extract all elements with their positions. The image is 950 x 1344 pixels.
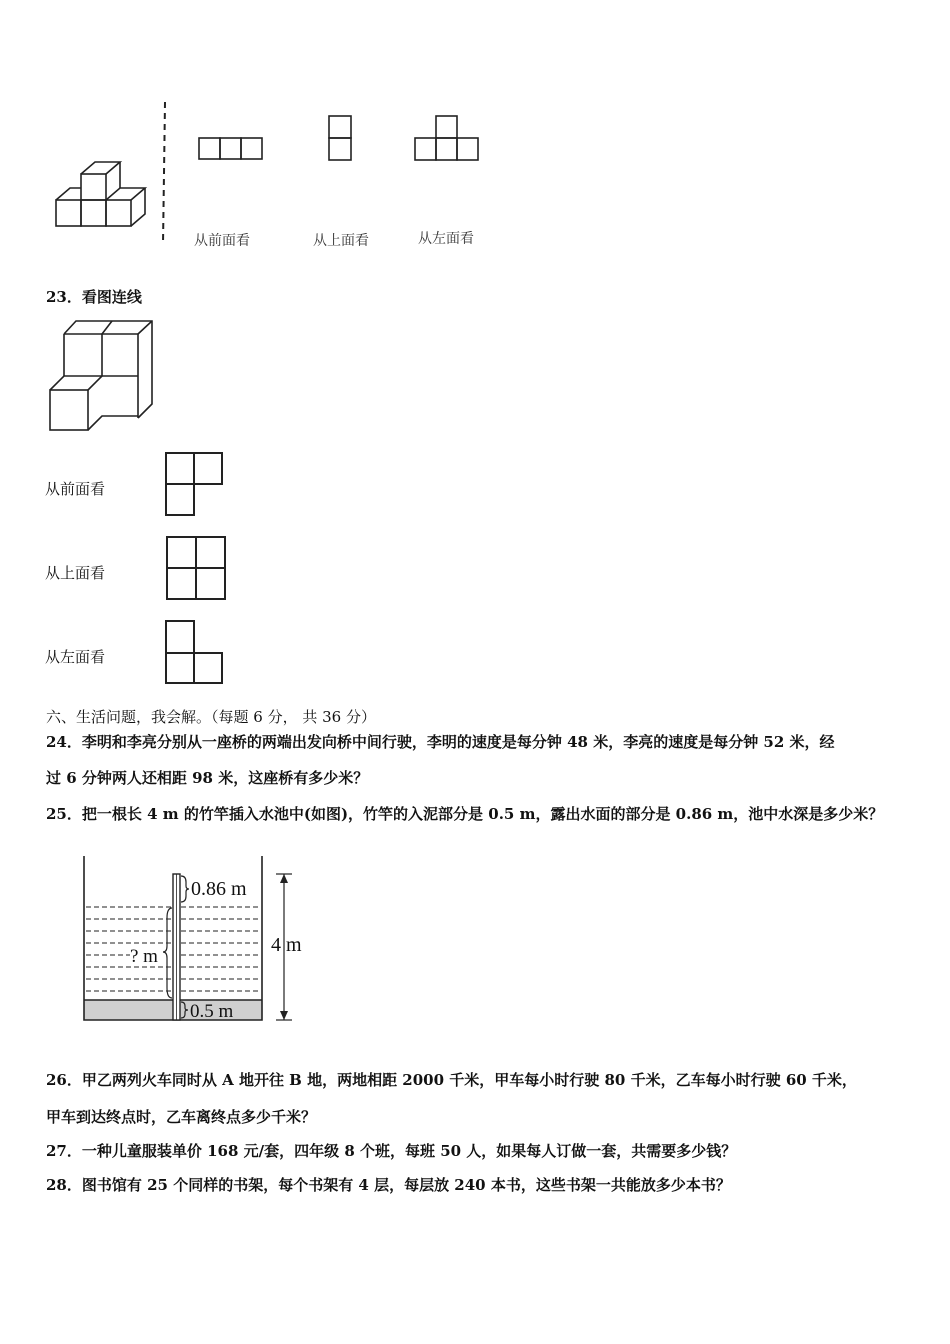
q23-solid-figure xyxy=(46,318,158,436)
q25-pool-figure xyxy=(80,850,320,1028)
q26-line2: 甲车到达终点时，乙车离终点多少千米？ xyxy=(46,1108,317,1126)
front-view-grid xyxy=(197,136,267,162)
label-top: 0.86 m xyxy=(191,878,247,900)
q23-view-left[interactable] xyxy=(164,618,226,686)
q24-line2: 过 6 分钟两人还相距 98 米，这座桥有多少米？ xyxy=(46,769,369,787)
dashed-divider xyxy=(160,100,170,246)
caption-left: 从左面看 xyxy=(418,231,474,247)
q23-view-front[interactable] xyxy=(164,450,226,518)
label-water: ? m xyxy=(130,946,158,967)
caption-front: 从前面看 xyxy=(194,233,250,249)
section6-heading: 六、生活问题，我会解。（每题 6 分， 共 36 分） xyxy=(46,708,376,726)
q24-line1: 24．李明和李亮分别从一座桥的两端出发向桥中间行驶，李明的速度是每分钟 48 米，李亮的速度是每分钟 52 米，经 xyxy=(46,733,835,751)
q23-label-top: 从上面看 xyxy=(45,564,106,582)
q23-label-front: 从前面看 xyxy=(45,480,106,498)
q28-text: 28．图书馆有 25 个同样的书架，每个书架有 4 层，每层放 240 本书，这些书架一共能放多少本书？ xyxy=(46,1176,731,1194)
caption-top: 从上面看 xyxy=(313,233,369,249)
label-total: 4 m xyxy=(271,934,302,956)
label-mud: 0.5 m xyxy=(190,1001,234,1022)
q27-text: 27．一种儿童服装单价 168 元/套，四年级 8 个班，每班 50 人，如果每人订做一套，共需要多少钱？ xyxy=(46,1142,737,1160)
q23-title: 23．看图连线 xyxy=(46,288,142,306)
q25-text: 25．把一根长 4 m 的竹竿插入水池中(如图)，竹竿的入泥部分是 0.5 m，露出水面的部分是 0.86 m，池中水深是多少米？ xyxy=(46,805,884,823)
top-view-grid xyxy=(327,114,355,162)
cube-stack-figure xyxy=(50,100,170,240)
q26-line1: 26．甲乙两列火车同时从 A 地开往 B 地，两地相距 2000 千米，甲车每小时行驶 80 千米，乙车每小时行驶 60 千米， xyxy=(46,1071,857,1089)
q23-label-left: 从左面看 xyxy=(45,648,106,666)
left-view-grid xyxy=(413,114,483,162)
q23-view-top[interactable] xyxy=(164,534,228,602)
